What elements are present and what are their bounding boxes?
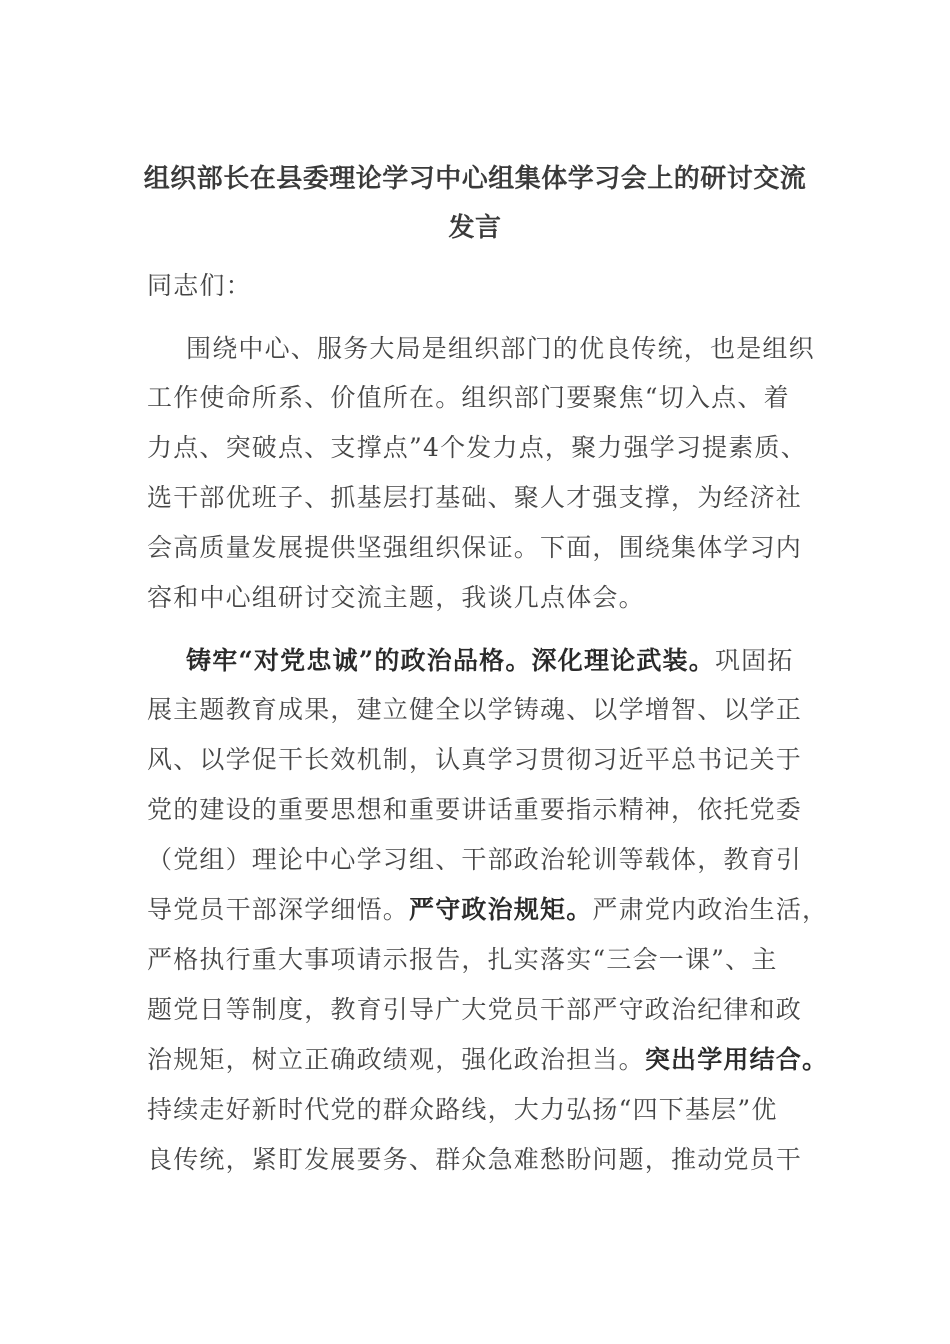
paragraph-2-line-11: 良传统，紧盯发展要务、群众急难愁盼问题，推动党员干 <box>147 1145 803 1174</box>
paragraph-1-line-3: 力点、突破点、支撑点”4个发力点，聚力强学习提素质、 <box>147 433 807 462</box>
paragraph-1-line-5: 会高质量发展提供坚强组织保证。下面，围绕集体学习内 <box>147 533 803 562</box>
section-heading-political-loyalty: 铸牢“对党忠诚”的政治品格。深化理论武装。 <box>186 646 715 675</box>
paragraph-2-line-2: 展主题教育成果，建立健全以学铸魂、以学增智、以学正 <box>147 695 803 724</box>
paragraph-2-line-6-text: 导党员干部深学细悟。 <box>147 895 410 924</box>
paragraph-2-line-6-rest: 严肃党内政治生活， <box>592 895 829 924</box>
paragraph-2-line-1-text: 巩固拓 <box>714 646 794 675</box>
paragraph-1-line-1: 围绕中心、服务大局是组织部门的优良传统，也是组织 <box>186 334 815 363</box>
paragraph-2-line-9-text: 治规矩，树立正确政绩观，强化政治担当。 <box>147 1045 645 1074</box>
paragraph-2-line-9 <box>147 1042 847 1078</box>
paragraph-2-line-1 <box>186 643 886 679</box>
paragraph-2-line-8: 题党日等制度，教育引导广大党员干部严守政治纪律和政 <box>147 995 803 1024</box>
paragraph-2-line-3: 风、以学促干长效机制，认真学习贯彻习近平总书记关于 <box>147 745 803 774</box>
paragraph-1-line-6: 容和中心组研讨交流主题，我谈几点体会。 <box>147 583 645 612</box>
salutation: 同志们： <box>147 271 252 300</box>
subheading-political-rules: 严守政治规矩。 <box>409 895 593 924</box>
paragraph-1-line-2: 工作使命所系、价值所在。组织部门要聚焦“切入点、着 <box>147 383 790 412</box>
paragraph-2-line-4: 党的建设的重要思想和重要讲话重要指示精神，依托党委 <box>147 795 803 824</box>
paragraph-2-line-7: 严格执行重大事项请示报告，扎实落实“三会一课”、主 <box>147 945 778 974</box>
paragraph-2-line-5: （党组）理论中心学习组、干部政治轮训等载体，教育引 <box>147 845 803 874</box>
subheading-learning-application: 突出学用结合。 <box>644 1045 829 1074</box>
document-title-line-2: 发言 <box>448 213 502 243</box>
paragraph-2-line-6 <box>147 892 847 928</box>
paragraph-1-line-4: 选干部优班子、抓基层打基础、聚人才强支撑，为经济社 <box>147 483 803 512</box>
paragraph-2-line-10: 持续走好新时代党的群众路线，大力弘扬“四下基层”优 <box>147 1095 778 1124</box>
document-title-line-1: 组织部长在县委理论学习中心组集体学习会上的研讨交流 <box>143 164 807 194</box>
